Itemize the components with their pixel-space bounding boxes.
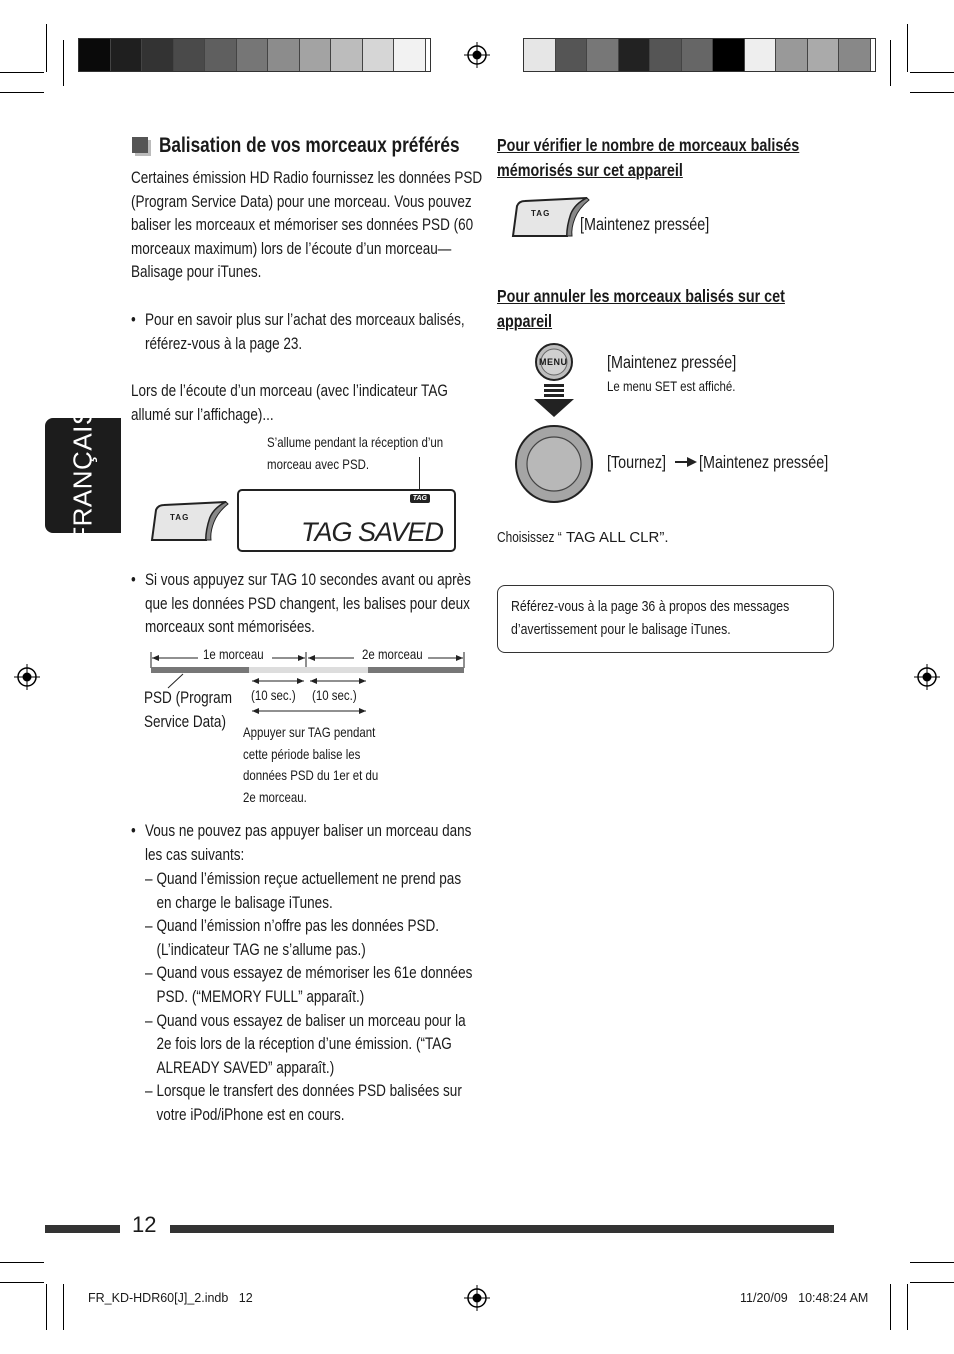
crop-mark bbox=[0, 1282, 44, 1283]
dash-list: – Quand l’émission reçue actuellement ne prend pas en charge le balisage iTunes. – Quand l’émission n’offre pas les données PSD. (L’indicateur TAG ne s’allume pas.) – Quand vous essayez de mémoriser les 61e données PSD. (“MEMORY FULL” apparaît.) – Quand vous essayez de baliser un morceau pour la 2e fois lors de la réception d’une émission. (“TAG ALREADY SAVED” apparaît.) – Lorsque le transfert des données PSD balisées sur votre iPod/iPhone est en cours. bbox=[145, 868, 472, 1128]
bullet-cannot-tag: Vous ne pouvez pas appuyer baliser un morceau dans les cas suivants: bbox=[145, 822, 472, 864]
bullet-ten-seconds: Si vous appuyez sur TAG 10 secondes avant ou après que les données PSD changent, les balises pour deux morceaux sont mémorisées. bbox=[145, 571, 471, 637]
press-period-note: Appuyer sur TAG pendant cette période balise les données PSD du 1er et du 2e morceau. bbox=[243, 724, 379, 805]
turn-instruction: [Tournez] bbox=[607, 452, 667, 472]
section-heading: Balisation de vos morceaux préférés bbox=[159, 134, 460, 157]
date-info: 11/20/09 10:48:24 AM bbox=[740, 1291, 869, 1305]
registration-mark-icon bbox=[464, 42, 490, 68]
crop-mark bbox=[907, 1284, 908, 1330]
radio-display bbox=[237, 489, 456, 552]
crop-mark bbox=[46, 24, 47, 72]
control-dial-icon bbox=[514, 424, 594, 504]
crop-mark bbox=[0, 92, 44, 93]
crop-mark bbox=[910, 72, 954, 73]
bullet-marker: • bbox=[131, 822, 136, 840]
tag-button-label: TAG bbox=[531, 209, 551, 218]
psd-label: PSD (Program Service Data) bbox=[144, 689, 232, 731]
note-text: Référez-vous à la page 36 à propos des messages d’avertissement pour le balisage iTunes. bbox=[511, 598, 790, 638]
check-count-heading: Pour vérifier le nombre de morceaux balisés mémorisés sur cet appareil bbox=[497, 135, 800, 180]
note-box bbox=[497, 585, 834, 653]
registration-mark-icon bbox=[914, 664, 940, 690]
bullet-marker: • bbox=[131, 311, 136, 329]
list-item: Quand vous essayez de baliser un morceau pour la 2e fois lors de la réception d’une émission. (“TAG ALREADY SAVED” apparaît.) bbox=[156, 1011, 466, 1077]
crop-mark bbox=[890, 1284, 891, 1330]
list-item: Quand l’émission n’offre pas les données PSD. (L’indicateur TAG ne s’allume pas.) bbox=[156, 917, 440, 959]
file-info: FR_KD-HDR60[J]_2.indb 12 bbox=[88, 1291, 253, 1305]
tag-callout: S’allume pendant la réception d’un morceau avec PSD. bbox=[267, 434, 444, 472]
menu-shown-note: Le menu SET est affiché. bbox=[607, 378, 736, 394]
seconds-left-label: (10 sec.) bbox=[251, 687, 296, 703]
right-arrow-icon bbox=[675, 456, 697, 468]
crop-mark bbox=[910, 1282, 954, 1283]
section-square-icon bbox=[132, 137, 152, 157]
tag-button-label: TAG bbox=[170, 513, 190, 522]
track1-label: 1e morceau bbox=[203, 646, 264, 662]
language-label: FRANÇAIS bbox=[67, 407, 98, 543]
listening-paragraph: Lors de l’écoute d’un morceau (avec l’indicateur TAG allumé sur l’affichage)... bbox=[131, 382, 448, 424]
tag-indicator: TAG bbox=[410, 494, 430, 503]
footer-bar-right bbox=[170, 1225, 834, 1233]
crop-mark bbox=[907, 24, 908, 72]
language-tab bbox=[45, 407, 121, 543]
crop-mark bbox=[890, 40, 891, 86]
seconds-right-label: (10 sec.) bbox=[312, 687, 357, 703]
list-item: Lorsque le transfert des données PSD balisées sur votre iPod/iPhone est en cours. bbox=[156, 1082, 462, 1124]
page-number: 12 bbox=[132, 1212, 157, 1237]
grayscale-bar-left bbox=[78, 38, 431, 72]
crop-mark bbox=[0, 1262, 44, 1263]
crop-mark bbox=[63, 40, 64, 86]
list-item: Quand l’émission reçue actuellement ne prend pas en charge le balisage iTunes. bbox=[156, 870, 462, 912]
hold-instruction: [Maintenez pressée] bbox=[607, 352, 737, 372]
bullet-marker: • bbox=[131, 571, 136, 589]
cancel-tags-heading: Pour annuler les morceaux balisés sur cet appareil bbox=[497, 286, 785, 331]
registration-mark-icon bbox=[464, 1285, 490, 1311]
hold-instruction: [Maintenez pressée] bbox=[699, 452, 829, 472]
intro-paragraph: Certaines émission HD Radio fournissez les données PSD (Program Service Data) pour une morceau. Vous pouvez baliser les morceaux et mémoriser ses données PSD (60 morceaux maximum) lors de l’écoute d’un morceau— Balisage pour iTunes. bbox=[131, 169, 483, 282]
choose-instruction: Choisissez “ TAG ALL CLR”. bbox=[497, 529, 669, 546]
menu-button-label: MENU bbox=[539, 357, 568, 367]
hold-instruction: [Maintenez pressée] bbox=[580, 214, 710, 234]
crop-mark bbox=[910, 1262, 954, 1263]
down-arrow-icon bbox=[534, 384, 574, 418]
display-text: TAG SAVED bbox=[301, 517, 444, 547]
crop-mark bbox=[46, 1284, 47, 1330]
grayscale-bar-right bbox=[523, 38, 876, 72]
footer-bar-left bbox=[45, 1225, 120, 1233]
track2-label: 2e morceau bbox=[362, 646, 423, 662]
crop-mark bbox=[0, 72, 44, 73]
registration-mark-icon bbox=[14, 664, 40, 690]
crop-mark bbox=[910, 92, 954, 93]
menu-item-value: TAG ALL CLR bbox=[565, 529, 660, 546]
list-item: Quand vous essayez de mémoriser les 61e données PSD. (“MEMORY FULL” apparaît.) bbox=[156, 964, 473, 1006]
bullet-purchase-info: Pour en savoir plus sur l’achat des morceaux balisés, référez-vous à la page 23. bbox=[145, 311, 465, 353]
crop-mark bbox=[63, 1284, 64, 1330]
